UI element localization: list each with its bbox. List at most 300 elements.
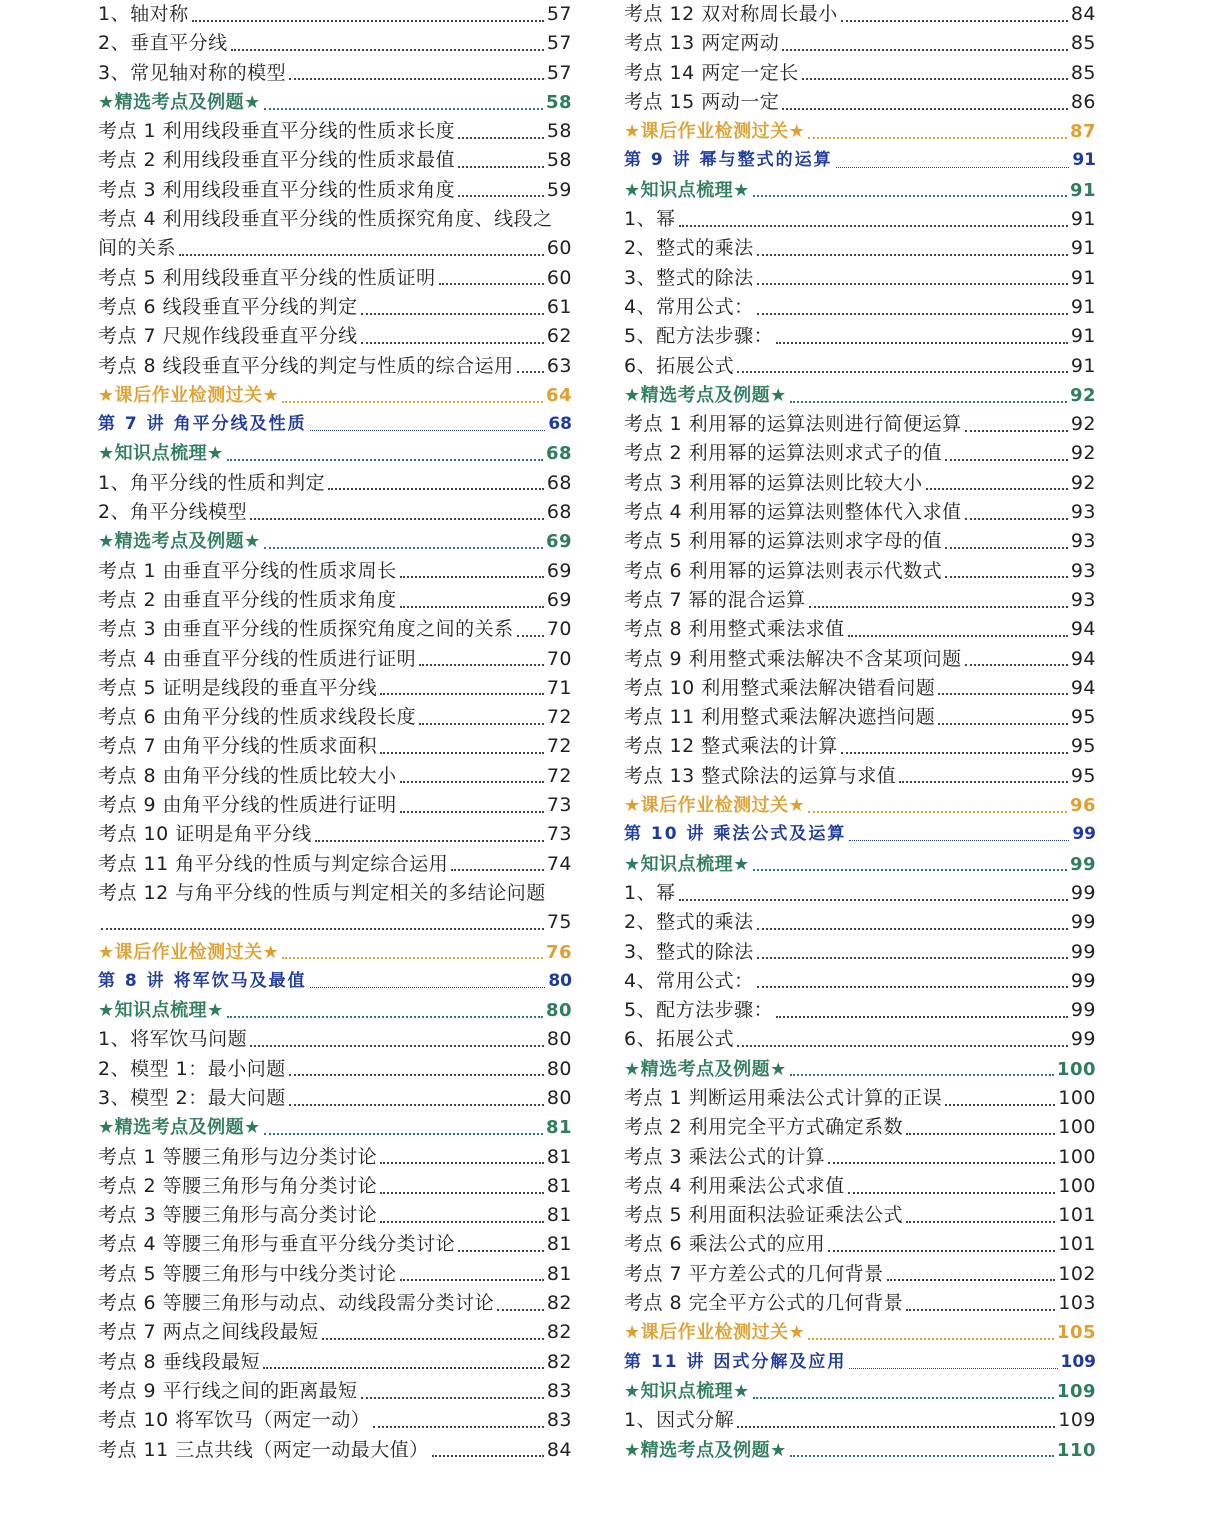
toc-entry[interactable] <box>624 1260 1096 1289</box>
page-number: 96 <box>1069 795 1096 817</box>
leader-dots <box>400 576 544 578</box>
leader-dots <box>776 342 1068 344</box>
toc-entry-title: 1、幂 <box>624 881 676 904</box>
page-number: 101 <box>1058 1233 1096 1256</box>
toc-entry[interactable] <box>624 322 1096 351</box>
leader-dots <box>264 108 543 110</box>
page-number: 92 <box>1070 471 1096 494</box>
page-number: 84 <box>1070 3 1096 25</box>
toc-entry-title: 2、垂直平分线 <box>98 32 228 55</box>
toc-entry-title: 考点 13 整式除法的运算与求值 <box>624 764 897 787</box>
leader-dots <box>757 928 1068 930</box>
toc-homework-heading[interactable] <box>98 381 572 410</box>
toc-entry[interactable] <box>98 645 572 674</box>
toc-entry[interactable] <box>624 1406 1096 1435</box>
page-number: 99 <box>1070 1028 1096 1051</box>
leader-dots <box>419 664 544 666</box>
toc-entry[interactable] <box>624 234 1096 263</box>
toc-entry-title: 考点 1 等腰三角形与边分类讨论 <box>98 1145 378 1168</box>
toc-entry-title: ★课后作业检测过关★ <box>98 384 280 406</box>
toc-entry-title: 第 7 讲 角平分线及性质 <box>98 414 307 435</box>
toc-entry-title: 第 11 讲 因式分解及应用 <box>624 1351 847 1372</box>
toc-section-heading[interactable] <box>624 1436 1096 1465</box>
toc-entry-title: 考点 10 将军饮马（两定一动） <box>98 1409 371 1432</box>
page-number: 72 <box>546 706 572 729</box>
toc-section-heading[interactable] <box>98 88 572 117</box>
toc-entry[interactable] <box>98 59 572 88</box>
leader-dots <box>849 1368 1057 1369</box>
leader-dots <box>263 1367 544 1369</box>
page-number: 58 <box>546 120 572 143</box>
page-number: 73 <box>546 794 572 817</box>
leader-dots <box>753 1397 1054 1399</box>
toc-entry[interactable] <box>98 1172 572 1201</box>
toc-entry[interactable] <box>624 0 1096 29</box>
toc-entry[interactable] <box>624 527 1096 556</box>
leader-dots <box>906 1133 1055 1135</box>
toc-entry[interactable] <box>624 996 1096 1025</box>
page-number: 69 <box>545 531 572 553</box>
leader-dots <box>380 693 544 695</box>
page-number: 60 <box>546 266 572 289</box>
toc-entry-title: ★课后作业检测过关★ <box>624 795 806 817</box>
toc-entry[interactable] <box>624 469 1096 498</box>
page-number: 109 <box>1058 1409 1096 1432</box>
page-number: 81 <box>546 1233 572 1256</box>
toc-entry[interactable] <box>98 732 572 761</box>
leader-dots <box>965 664 1068 666</box>
page-number: 95 <box>1070 735 1096 758</box>
leader-dots <box>841 20 1068 22</box>
toc-entry[interactable] <box>624 586 1096 615</box>
page-number: 58 <box>546 149 572 172</box>
toc-entry[interactable] <box>98 146 572 175</box>
toc-entry[interactable] <box>624 352 1096 381</box>
leader-dots <box>808 137 1067 139</box>
toc-entry[interactable] <box>98 615 572 644</box>
toc-entry-title: 考点 5 利用面积法验证乘法公式 <box>624 1204 904 1227</box>
page-number: 92 <box>1070 413 1096 436</box>
leader-dots <box>497 1309 544 1311</box>
page-number: 103 <box>1058 1292 1096 1315</box>
page-number: 99 <box>1069 853 1096 875</box>
toc-entry[interactable] <box>98 1406 572 1435</box>
page-number: 95 <box>1070 706 1096 729</box>
leader-dots <box>828 1162 1055 1164</box>
toc-entry-title: 考点 9 利用整式乘法解决不含某项问题 <box>624 647 962 670</box>
toc-entry[interactable] <box>98 1143 572 1172</box>
leader-dots <box>757 957 1068 959</box>
page-number: 82 <box>546 1321 572 1344</box>
toc-entry-title-continued: 间的关系 <box>98 237 177 260</box>
toc-entry[interactable] <box>98 820 572 849</box>
toc-entry-title: 考点 5 等腰三角形与中线分类讨论 <box>98 1262 397 1285</box>
toc-entry[interactable] <box>98 1055 572 1084</box>
toc-entry[interactable] <box>98 1201 572 1230</box>
toc-entry-title: 考点 5 利用线段垂直平分线的性质证明 <box>98 266 436 289</box>
page-number: 91 <box>1070 325 1096 348</box>
toc-entry[interactable] <box>98 674 572 703</box>
toc-entry[interactable] <box>98 205 572 264</box>
toc-entry-title: 考点 1 由垂直平分线的性质求周长 <box>98 559 397 582</box>
page-number: 82 <box>546 1292 572 1315</box>
toc-entry-title: 2、整式的乘法 <box>624 237 754 260</box>
page-number: 75 <box>546 911 572 934</box>
toc-entry-title: 1、角平分线的性质和判定 <box>98 471 326 494</box>
toc-entry-title: 考点 7 平方差公式的几何背景 <box>624 1262 884 1285</box>
leader-dots <box>322 1338 544 1340</box>
leader-dots <box>753 195 1067 197</box>
toc-entry[interactable] <box>624 88 1096 117</box>
toc-lecture-heading[interactable] <box>624 146 1096 175</box>
toc-entry[interactable] <box>98 352 572 381</box>
toc-section-heading[interactable] <box>98 527 572 556</box>
page-number: 92 <box>1069 384 1096 406</box>
leader-dots <box>289 1074 544 1076</box>
toc-entry[interactable] <box>624 1289 1096 1318</box>
toc-lecture-heading[interactable] <box>624 1348 1096 1377</box>
toc-entry-title: ★课后作业检测过关★ <box>624 121 806 143</box>
toc-entry-title: 考点 8 由角平分线的性质比较大小 <box>98 764 397 787</box>
toc-entry[interactable] <box>624 410 1096 439</box>
toc-entry-title: 考点 5 证明是线段的垂直平分线 <box>98 676 378 699</box>
toc-entry-title: 考点 2 由垂直平分线的性质求角度 <box>98 588 397 611</box>
leader-dots <box>517 371 544 373</box>
leader-dots <box>400 1279 544 1281</box>
page-number: 91 <box>1069 179 1096 201</box>
leader-dots <box>790 1455 1054 1457</box>
toc-entry[interactable] <box>624 615 1096 644</box>
toc-entry[interactable] <box>98 322 572 351</box>
toc-entry[interactable] <box>624 557 1096 586</box>
page-number: 94 <box>1070 618 1096 641</box>
toc-entry[interactable] <box>98 1348 572 1377</box>
page-number: 83 <box>546 1379 572 1402</box>
toc-entry[interactable] <box>624 674 1096 703</box>
page-number: 58 <box>545 91 572 113</box>
toc-entry-title: 考点 8 线段垂直平分线的判定与性质的综合运用 <box>98 354 514 377</box>
toc-entry-title: ★精选考点及例题★ <box>98 1117 261 1139</box>
toc-entry-title: 考点 7 尺规作线段垂直平分线 <box>98 325 358 348</box>
toc-entry[interactable] <box>624 29 1096 58</box>
leader-dots <box>250 518 544 520</box>
leader-dots <box>757 283 1068 285</box>
page-number: 93 <box>1070 588 1096 611</box>
toc-entry-title: 考点 3 利用线段垂直平分线的性质求角度 <box>98 178 456 201</box>
page-number: 93 <box>1070 530 1096 553</box>
toc-entry[interactable] <box>624 439 1096 468</box>
toc-entry-title: 3、整式的除法 <box>624 266 754 289</box>
toc-entry-title: 考点 2 利用线段垂直平分线的性质求最值 <box>98 149 456 172</box>
toc-entry-title: 考点 7 由角平分线的性质求面积 <box>98 735 378 758</box>
toc-entry[interactable] <box>98 879 572 938</box>
toc-entry[interactable] <box>98 498 572 527</box>
leader-dots <box>906 1221 1055 1223</box>
toc-entry[interactable] <box>98 791 572 820</box>
toc-entry[interactable] <box>624 1230 1096 1259</box>
leader-dots <box>282 401 543 403</box>
toc-entry[interactable] <box>624 1025 1096 1054</box>
leader-dots <box>841 752 1068 754</box>
toc-entry[interactable] <box>98 1230 572 1259</box>
page-number: 99 <box>1070 881 1096 904</box>
page-number: 99 <box>1070 911 1096 934</box>
toc-entry[interactable] <box>98 1084 572 1113</box>
leader-dots <box>757 313 1068 315</box>
toc-entry[interactable] <box>624 732 1096 761</box>
toc-entry[interactable] <box>98 1377 572 1406</box>
toc-entry[interactable] <box>98 1289 572 1318</box>
toc-entry[interactable] <box>624 938 1096 967</box>
toc-entry-title: 考点 6 等腰三角形与动点、动线段需分类讨论 <box>98 1292 495 1315</box>
leader-dots <box>808 1338 1054 1340</box>
toc-entry-title: 1、轴对称 <box>98 3 189 25</box>
leader-dots <box>849 840 1069 841</box>
toc-entry-title: 考点 4 利用线段垂直平分线的性质探究角度、线段之 <box>98 208 553 231</box>
toc-entry[interactable] <box>98 264 572 293</box>
toc-entry-title: 考点 4 利用乘法公式求值 <box>624 1174 845 1197</box>
page-number: 81 <box>546 1174 572 1197</box>
toc-entry[interactable] <box>98 0 572 29</box>
toc-homework-heading[interactable] <box>624 117 1096 146</box>
page-number: 85 <box>1070 61 1096 84</box>
toc-section-heading[interactable] <box>624 381 1096 410</box>
page-number: 76 <box>545 941 572 963</box>
toc-entry[interactable] <box>624 1113 1096 1142</box>
leader-dots <box>790 401 1067 403</box>
toc-entry-title: 考点 10 证明是角平分线 <box>98 823 312 846</box>
leader-dots <box>328 488 544 490</box>
page-number: 70 <box>546 618 572 641</box>
toc-entry-title: 2、角平分线模型 <box>98 501 248 524</box>
page-number: 73 <box>546 823 572 846</box>
toc-entry[interactable] <box>98 1436 572 1465</box>
page-number: 81 <box>546 1204 572 1227</box>
toc-entry[interactable] <box>624 967 1096 996</box>
page-number: 74 <box>546 852 572 875</box>
toc-entry[interactable] <box>624 908 1096 937</box>
toc-entry-title: 考点 11 利用整式乘法解决遮挡问题 <box>624 706 936 729</box>
leader-dots <box>192 20 544 22</box>
toc-entry[interactable] <box>624 264 1096 293</box>
toc-section-heading[interactable] <box>624 176 1096 205</box>
page-number: 57 <box>546 61 572 84</box>
leader-dots <box>400 781 544 783</box>
leader-dots <box>809 606 1068 608</box>
page-number: 57 <box>546 3 572 25</box>
toc-entry[interactable] <box>98 1318 572 1347</box>
toc-entry[interactable] <box>98 1025 572 1054</box>
toc-entry[interactable] <box>624 205 1096 234</box>
leader-dots <box>264 547 543 549</box>
toc-entry[interactable] <box>98 29 572 58</box>
leader-dots <box>945 1104 1055 1106</box>
toc-entry[interactable] <box>624 1172 1096 1201</box>
leader-dots <box>965 430 1068 432</box>
toc-entry[interactable] <box>98 469 572 498</box>
toc-entry-title: 考点 13 两定两动 <box>624 32 780 55</box>
toc-entry[interactable] <box>624 1143 1096 1172</box>
leader-dots <box>790 1074 1054 1076</box>
toc-entry-title: 考点 2 利用幂的运算法则求式子的值 <box>624 442 943 465</box>
toc-entry[interactable] <box>98 586 572 615</box>
toc-entry[interactable] <box>624 762 1096 791</box>
page-number: 92 <box>1070 442 1096 465</box>
leader-dots <box>250 1045 544 1047</box>
toc-entry-title: ★知识点梳理★ <box>624 1380 750 1402</box>
toc-left-column <box>98 0 572 1465</box>
leader-dots <box>753 869 1067 871</box>
toc-homework-heading[interactable] <box>98 938 572 967</box>
toc-entry-title: 考点 11 三点共线（两定一动最大值） <box>98 1438 429 1461</box>
page-number: 91 <box>1072 150 1096 171</box>
leader-dots <box>400 606 544 608</box>
leader-dots <box>373 1426 544 1428</box>
toc-entry-title: 考点 7 两点之间线段最短 <box>98 1321 319 1344</box>
page-number: 91 <box>1070 208 1096 231</box>
leader-dots <box>310 987 546 988</box>
toc-entry[interactable] <box>624 1084 1096 1113</box>
leader-dots <box>400 811 544 813</box>
page-number: 80 <box>545 1000 572 1022</box>
toc-entry-title: 考点 3 由垂直平分线的性质探究角度之间的关系 <box>98 618 514 641</box>
toc-homework-heading[interactable] <box>624 1318 1096 1347</box>
toc-entry-title: 1、将军饮马问题 <box>98 1028 248 1051</box>
toc-right-column <box>624 0 1096 1465</box>
leader-dots <box>899 781 1068 783</box>
page-number: 94 <box>1070 647 1096 670</box>
toc-entry-title: 考点 8 完全平方公式的几何背景 <box>624 1292 904 1315</box>
toc-entry-title: 第 8 讲 将军饮马及最值 <box>98 970 307 991</box>
page-number: 81 <box>546 1145 572 1168</box>
page-number: 100 <box>1058 1174 1096 1197</box>
page-number: 81 <box>546 1262 572 1285</box>
toc-entry-title: 考点 14 两定一定长 <box>624 61 799 84</box>
toc-entry-title: 考点 8 利用整式乘法求值 <box>624 618 845 641</box>
toc-entry[interactable] <box>624 879 1096 908</box>
page-number: 100 <box>1058 1086 1096 1109</box>
toc-entry-title: ★知识点梳理★ <box>98 443 224 465</box>
toc-entry-title: ★课后作业检测过关★ <box>624 1322 806 1344</box>
toc-entry-title: 5、配方法步骤： <box>624 999 774 1022</box>
toc-entry-title: 考点 4 利用幂的运算法则整体代入求值 <box>624 501 962 524</box>
toc-section-heading[interactable] <box>98 1113 572 1142</box>
leader-dots <box>938 693 1068 695</box>
leader-dots <box>315 840 544 842</box>
toc-entry[interactable] <box>98 1260 572 1289</box>
toc-section-heading[interactable] <box>98 439 572 468</box>
leader-dots <box>517 635 544 637</box>
toc-section-heading[interactable] <box>98 996 572 1025</box>
leader-dots <box>782 49 1068 51</box>
toc-lecture-heading[interactable] <box>624 820 1096 849</box>
toc-entry-title: 3、常见轴对称的模型 <box>98 61 287 84</box>
toc-entry-title: ★课后作业检测过关★ <box>98 941 280 963</box>
toc-entry-title: 考点 4 等腰三角形与垂直平分线分类讨论 <box>98 1233 456 1256</box>
leader-dots <box>679 899 1068 901</box>
toc-entry-title: 4、常用公式： <box>624 969 754 992</box>
toc-entry[interactable] <box>624 703 1096 732</box>
toc-entry-title: 6、拓展公式 <box>624 1028 735 1051</box>
leader-dots <box>828 1250 1055 1252</box>
leader-dots <box>945 547 1068 549</box>
toc-section-heading[interactable] <box>624 1377 1096 1406</box>
leader-dots <box>757 254 1068 256</box>
page-number: 80 <box>546 1028 572 1051</box>
page-number: 99 <box>1070 940 1096 963</box>
toc-entry[interactable] <box>98 117 572 146</box>
leader-dots <box>808 811 1067 813</box>
toc-entry[interactable] <box>624 59 1096 88</box>
leader-dots <box>380 1192 544 1194</box>
leader-dots <box>848 635 1068 637</box>
page-number: 83 <box>546 1409 572 1432</box>
leader-dots <box>458 1250 544 1252</box>
leader-dots <box>458 137 544 139</box>
toc-entry-title: 考点 4 由垂直平分线的性质进行证明 <box>98 647 417 670</box>
toc-entry-title: 考点 15 两动一定 <box>624 90 780 113</box>
leader-dots <box>737 1045 1068 1047</box>
page-number: 80 <box>546 1057 572 1080</box>
toc-entry-title: 考点 12 与角平分线的性质与判定相关的多结论问题 <box>98 881 546 904</box>
toc-homework-heading[interactable] <box>624 791 1096 820</box>
toc-entry-title: 考点 1 利用线段垂直平分线的性质求长度 <box>98 120 456 143</box>
leader-dots <box>380 752 544 754</box>
toc-entry[interactable] <box>98 176 572 205</box>
toc-entry[interactable] <box>98 703 572 732</box>
toc-entry-title: 5、配方法步骤： <box>624 325 774 348</box>
toc-entry-title: 考点 2 等腰三角形与角分类讨论 <box>98 1174 378 1197</box>
page-number: 59 <box>546 178 572 201</box>
page-number: 69 <box>546 588 572 611</box>
toc-lecture-heading[interactable] <box>98 967 572 996</box>
toc-entry-title: ★精选考点及例题★ <box>98 531 261 553</box>
toc-entry-title: 考点 9 平行线之间的距离最短 <box>98 1379 358 1402</box>
leader-dots <box>432 1455 544 1457</box>
page-number: 60 <box>546 237 572 260</box>
leader-dots <box>458 166 544 168</box>
toc-entry[interactable] <box>98 850 572 879</box>
toc-entry[interactable] <box>624 498 1096 527</box>
page-number: 109 <box>1060 1351 1096 1372</box>
toc-entry[interactable] <box>624 1201 1096 1230</box>
leader-dots <box>264 1133 543 1135</box>
toc-lecture-heading[interactable] <box>98 410 572 439</box>
toc-entry[interactable] <box>98 762 572 791</box>
page-number: 100 <box>1058 1145 1096 1168</box>
leader-dots <box>945 459 1068 461</box>
leader-dots <box>679 225 1068 227</box>
leader-dots <box>310 430 546 431</box>
page-number: 99 <box>1072 824 1096 845</box>
page-number: 101 <box>1058 1204 1096 1227</box>
toc-entry[interactable] <box>98 557 572 586</box>
leader-dots <box>945 576 1068 578</box>
toc-section-heading[interactable] <box>624 1055 1096 1084</box>
toc-entry-title: 考点 9 由角平分线的性质进行证明 <box>98 794 397 817</box>
page-number: 102 <box>1058 1262 1096 1285</box>
toc-entry-title: ★知识点梳理★ <box>98 1000 224 1022</box>
leader-dots <box>836 167 1070 168</box>
toc-entry[interactable] <box>624 293 1096 322</box>
toc-entry[interactable] <box>98 293 572 322</box>
leader-dots <box>439 283 544 285</box>
toc-entry-title: 考点 1 判断运用乘法公式计算的正误 <box>624 1086 943 1109</box>
toc-entry-title: ★知识点梳理★ <box>624 853 750 875</box>
page-number: 85 <box>1070 32 1096 55</box>
toc-entry[interactable] <box>624 645 1096 674</box>
toc-section-heading[interactable] <box>624 850 1096 879</box>
